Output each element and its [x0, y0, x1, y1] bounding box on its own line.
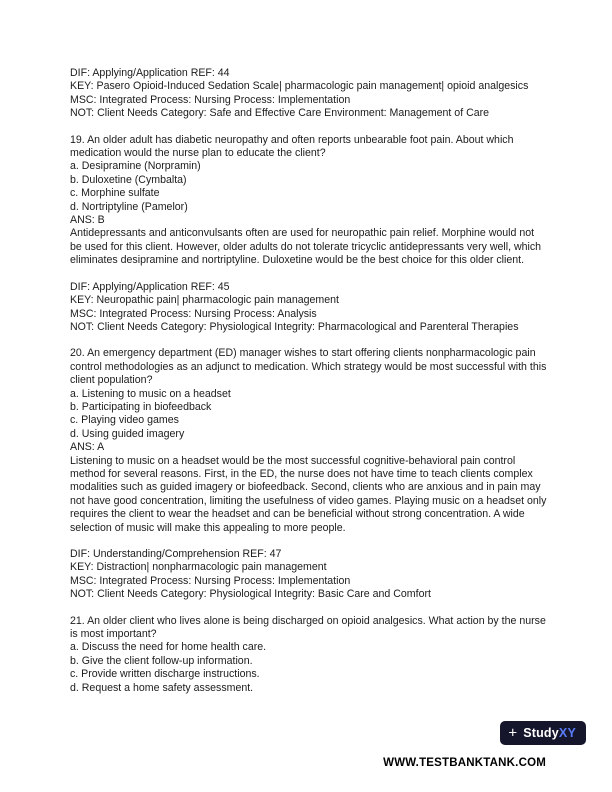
text-line: NOT: Client Needs Category: Physiological Integrity: Basic Care and Comfort: [70, 588, 431, 601]
text-line: ANS: B: [70, 214, 105, 227]
text-line: a. Listening to music on a headset: [70, 387, 231, 400]
text-line: d. Using guided imagery: [70, 427, 185, 440]
text-line: d. Nortriptyline (Pamelor): [70, 200, 188, 213]
text-line: c. Playing video games: [70, 414, 179, 427]
question-21: [70, 615, 548, 695]
text-line: MSC: Integrated Process: Nursing Process: Analysis: [70, 307, 317, 320]
studyxy-logo-badge: [500, 721, 586, 745]
text-line: KEY: Distraction| nonpharmacologic pain management: [70, 561, 327, 574]
text-line: NOT: Client Needs Category: Physiological Integrity: Pharmacological and Parenteral Therapies: [70, 320, 519, 333]
text-line: a. Desipramine (Norpramin): [70, 160, 201, 173]
text-line: 19. An older adult has diabetic neuropathy and often reports unbearable foot pain. About which medication would the nurse plan to educate the client?: [70, 133, 514, 160]
question-20: [70, 347, 548, 535]
text-line: b. Participating in biofeedback: [70, 400, 212, 413]
website-url-text: WWW.TESTBANKTANK.COM: [383, 757, 546, 769]
text-line: DIF: Applying/Application REF: 44: [70, 67, 230, 79]
text-line: Antidepressants and anticonvulsants often are used for neuropathic pain relief. Morphine would not be used for this client. However, older adults do not tolerate tricyclic antidepressants very well, which eliminates desipramine and nortriptyline. Duloxetine would be the best choice for this older client.: [70, 227, 542, 267]
text-line: Listening to music on a headset would be the most successful cognitive-behavioral pain control method for several reasons. First, in the ED, the nurse does not have time to teach clients complex modalities such as guided imagery or biofeedback. Second, clients who are anxious and in pain may not have good concentration, limiting the usefulness of video games. Playing music on a headset only requires the client to wear the headset and can be beneficial without strong concentration. A wide selection of music will make this appealing to more people.: [70, 454, 547, 534]
text-line: DIF: Applying/Application REF: 45: [70, 280, 230, 293]
meta-block-19: [70, 281, 548, 335]
meta-block-18: [70, 67, 548, 121]
text-line: DIF: Understanding/Comprehension REF: 47: [70, 548, 282, 560]
text-line: a. Discuss the need for home health care.: [70, 641, 267, 654]
text-line: KEY: Pasero Opioid-Induced Sedation Scale| pharmacologic pain management| opioid analgesics MSC: Integrated Process: Nursing Process: Implementation: [70, 80, 529, 106]
text-line: 20. An emergency department (ED) manager wishes to start offering clients nonpharmacologic pain control methodologies as an adjunct to medication. Which strategy would be most successful with this client population?: [70, 347, 547, 387]
brand-study-part: Study: [523, 726, 559, 740]
plus-icon: +: [508, 724, 518, 741]
studyxy-brand-text: [523, 726, 576, 740]
question-19: [70, 134, 548, 268]
text-line: c. Morphine sulfate: [70, 187, 160, 200]
text-line: c. Provide written discharge instructions.: [70, 668, 260, 681]
text-line: b. Give the client follow-up information.: [70, 654, 253, 667]
brand-xy-part: XY: [558, 726, 576, 740]
text-line: KEY: Neuropathic pain| pharmacologic pain management: [70, 294, 339, 307]
meta-block-20: [70, 548, 548, 602]
text-line: ANS: A: [70, 441, 105, 454]
text-line: 21. An older client who lives alone is being discharged on opioid analgesics. What action by the nurse is most important?: [70, 614, 546, 641]
text-line: NOT: Client Needs Category: Safe and Effective Care Environment: Management of Care: [70, 107, 490, 120]
text-line: MSC: Integrated Process: Nursing Process: Implementation: [70, 574, 351, 587]
document-body: [70, 67, 548, 708]
text-line: b. Duloxetine (Cymbalta): [70, 173, 187, 186]
text-line: d. Request a home safety assessment.: [70, 681, 254, 694]
